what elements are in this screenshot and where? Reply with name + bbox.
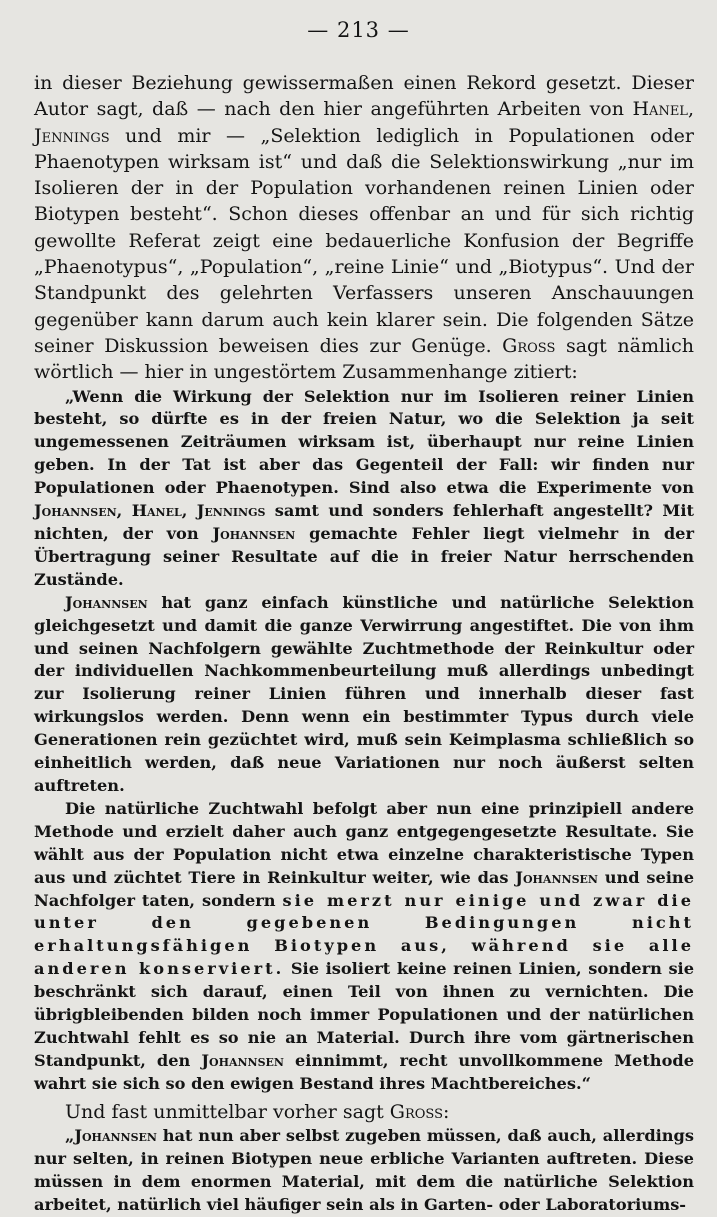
quote-paragraph <box>34 1125 694 1217</box>
text-run: Die natürliche Zuchtwahl befolgt aber nun eine prinzipiell andere Methode und erzielt daher auch ganz entgegengesetzte Resultate. Sie wählt aus der Population nicht etwa einzelne charakteristische Typen aus und züchtet Tiere in Reinkultur weiter, wie das <box>34 798 694 887</box>
text-run: , <box>687 98 694 121</box>
quote-paragraph <box>34 386 694 592</box>
text-run: Sie isoliert keine reinen Linien, sondern sie beschränkt sich darauf, einen Teil von ihnen zu vernichten. Die übrigbleibenden bilden noch immer Populationen und der natürlichen Zuchtwahl fehlt es so nie an Material. Durch ihre vom gärtnerischen Standpunkt, den <box>34 959 695 1070</box>
emphasized-text: sie merzt nur einige und zwar die unter den gegebenen Bedingungen nicht erhaltungsfähigen Biotypen aus, während sie alle anderen konserviert. <box>34 890 694 979</box>
author-name: Johannsen <box>34 501 117 521</box>
author-name: Jennings <box>196 501 266 521</box>
block-quote <box>34 1125 694 1217</box>
quote-paragraph <box>34 798 694 1096</box>
text-run: und mir — „Selektion lediglich in Populationen oder Phaenotypen wirksam ist“ und daß die Selektionswirkung „nur im Isolieren der in der Population vorhandenen reinen Linien oder Biotypen besteht“. Schon dieses offenbar an und für sich richtig gewollte Referat zeigt eine bedauerliche Konfusion der Begriffe „Phaenotypus“, „Population“, „reine Linie“ und „Biotypus“. Und der Standpunkt des gelehrten Verfassers unseren Anschauungen gegenüber kann darum auch kein klarer sein. Die folgenden Sätze seiner Diskussion beweisen dies zur Genüge. <box>34 124 694 357</box>
block-quote <box>34 386 694 1096</box>
quote-paragraph <box>34 592 694 798</box>
text-run: , <box>181 501 197 521</box>
author-name: Johannsen <box>65 592 148 612</box>
text-run: einnimmt, recht unvollkommene Methode wahrt sie sich so den ewigen Bestand ihres Machtbereiches.“ <box>34 1050 694 1093</box>
author-name: Johannsen <box>212 524 296 543</box>
text-run: hat nun aber selbst zugeben müssen, daß auch, allerdings nur selten, in reinen Biotypen neue erbliche Varianten auftreten. Diese müssen in dem enormen Material, mit dem die natürliche Selektion arbeitet, natürlich viel häufiger sein als in Garten- oder Laboratoriums- <box>34 1125 694 1214</box>
text-run: samt und sonders fehlerhaft angestellt? Mit nichten, der von <box>34 501 694 543</box>
text-run: sagt nämlich wörtlich — hier in ungestörtem Zusammenhange zitiert: <box>34 334 694 384</box>
author-name: Hanel <box>632 98 688 121</box>
text-run: : <box>443 1100 450 1123</box>
text-run: in dieser Beziehung gewissermaßen einen Rekord gesetzt. Dieser Autor sagt, daß — nach den hier angeführten Arbeiten von <box>34 72 694 121</box>
text-run: „Wenn die Wirkung der Selektion nur im Isolieren reiner Linien besteht, so dürfte es in der freien Natur, wo die Selektion ja seit ungemessenen Zeiträumen wirksam ist, überhaupt nur reine Linien geben. In der Tat ist aber das Gegenteil der Fall: wir finden nur Populationen oder Phaenotypen. Sind also etwa die Experimente von <box>34 386 694 498</box>
text-run: Und fast unmittelbar vorher sagt <box>65 1100 390 1123</box>
page-number: — 213 — <box>307 18 410 42</box>
text-run: „ <box>65 1125 75 1145</box>
text-run: und seine Nachfolger taten, sondern <box>34 867 694 910</box>
author-name: Hanel <box>131 501 182 521</box>
page-body <box>34 70 694 1217</box>
author-name: Johannsen <box>515 867 598 887</box>
transition-paragraph <box>34 1099 694 1125</box>
author-name: Johannsen <box>74 1125 157 1145</box>
text-run: gemachte Fehler liegt vielmehr in der Übertragung seiner Resultate auf die in freier Natur herrschenden Zustände. <box>34 524 694 589</box>
author-name: Johannsen <box>201 1050 284 1070</box>
author-name: Gross <box>389 1100 443 1123</box>
author-name: Gross <box>502 334 556 357</box>
intro-paragraph <box>34 70 694 386</box>
text-run: hat ganz einfach künstliche und natürliche Selektion gleichgesetzt und damit die ganze Verwirrung angestiftet. Die von ihm und seinen Nachfolgern gewählte Zuchtmethode der Reinkultur oder der individuellen Nachkommenbeurteilung muß allerdings unbedingt zur Isolierung reiner Linien führen und innerhalb dieser fast wirkungslos werden. Denn wenn ein bestimmter Typus durch viele Generationen rein gezüchtet wird, muß sein Keimplasma schließlich so einheitlich werden, daß neue Variationen nur noch äußerst selten auftreten. <box>34 592 694 795</box>
text-run: , <box>116 501 132 521</box>
author-name: Jennings <box>34 124 110 147</box>
